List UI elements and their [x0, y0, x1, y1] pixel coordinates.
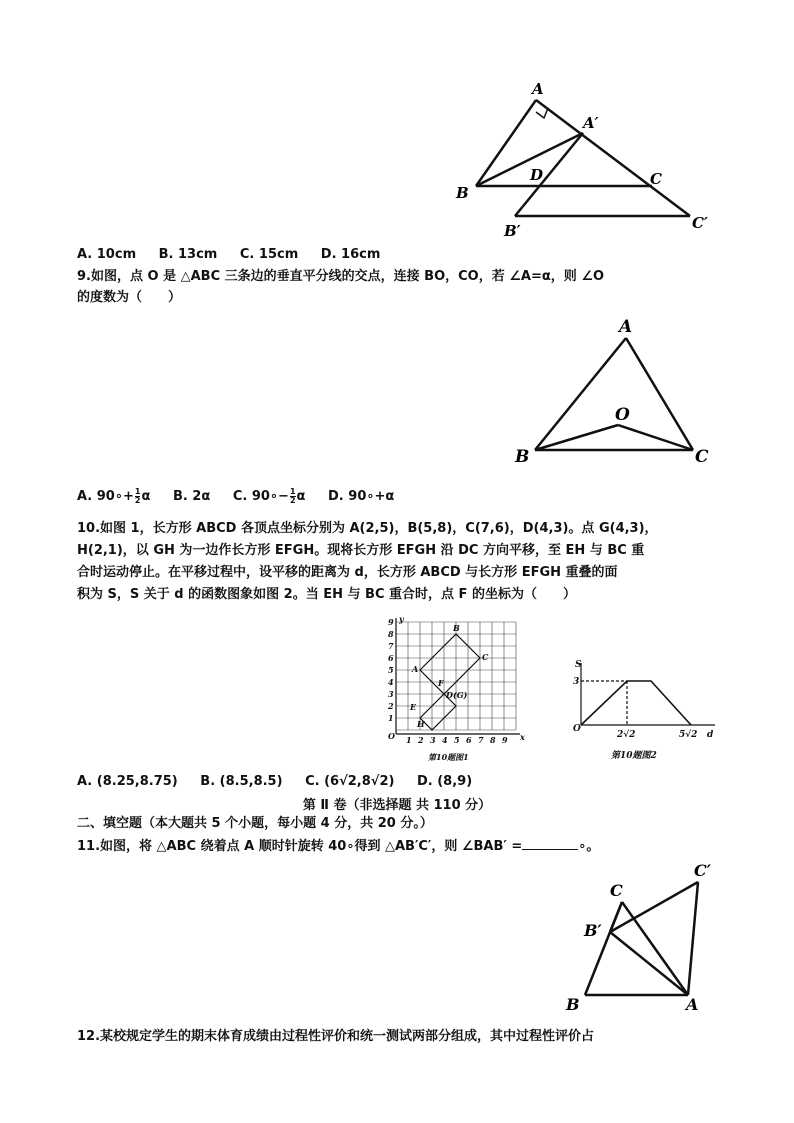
q10-fig1-caption: 第10题图1 [428, 752, 469, 762]
q10-xtick-7: 7 [478, 735, 484, 745]
q8-label-C: C [650, 170, 662, 188]
q9-option-b: B. 2α [172, 489, 211, 504]
q10-option-c: C. (6√2,8√2) [305, 774, 395, 789]
q10-xtick-3: 3 [430, 735, 436, 745]
q10-line-4: 积为 S，S 关于 d 的函数图象如图 2。当 EH 与 BC 重合时，点 F 的坐标为（ ） [77, 587, 576, 602]
q9-option-a: A. 90∘+ $\frac{1}{2}$ α [77, 487, 151, 505]
q8-option-d: D. 16cm [320, 247, 381, 262]
q11-label-A: A [686, 995, 699, 1014]
q10-options [77, 773, 490, 791]
q8-label-C-prime: C′ [692, 214, 708, 232]
q10-ytick-8: 8 [388, 629, 394, 639]
q10-ytick-4: 4 [388, 677, 394, 687]
q11-figure [560, 860, 730, 1025]
q9-line-2: 的度数为（ ） [77, 290, 182, 305]
q8-figure [440, 78, 730, 243]
q9-label-B: B [515, 447, 530, 467]
q10-line-3: 合时运动停止。在平移过程中，设平移的距离为 d，长方形 ABCD 与长方形 EFGH 重叠的面 [77, 565, 618, 580]
q10-line-1: 10.如图 1，长方形 ABCD 各顶点坐标分别为 A(2,5)，B(5,8)，C(7,6)，D(4,3)。点 G(4,3)， [77, 521, 658, 536]
q10-xtick-9: 9 [502, 735, 508, 745]
q10-s-label: S [575, 660, 582, 670]
q10-ytick-9: 9 [388, 617, 394, 627]
q9-option-c: C. 90∘− $\frac{1}{2}$ α [232, 487, 306, 505]
q8-options [77, 246, 398, 264]
q8-label-A: A [532, 80, 544, 98]
q10-ytick-5: 5 [388, 665, 394, 675]
q10-fig2-caption: 第10题图2 [611, 751, 657, 761]
q8-option-b: B. 13cm [158, 247, 218, 262]
q11-label-B-prime: B′ [584, 921, 602, 940]
q10-origin: O [388, 731, 395, 741]
part2-title: 第 Ⅱ 卷（非选择题 共 110 分） [302, 798, 492, 813]
q8-option-c: C. 15cm [239, 247, 299, 262]
q10-option-d: D. (8,9) [416, 774, 473, 789]
q9-option-c-half: $\frac{1}{2}$ [289, 487, 296, 505]
q11-text: 11.如图，将 △ABC 绕着点 A 顺时针旋转 40∘得到 △AB′C′，则 ∠BAB′ = ∘。 [77, 839, 600, 854]
q9-figure [505, 312, 730, 472]
q10-label-C: C [482, 652, 489, 662]
q10-ytick-2: 2 [388, 701, 394, 711]
q11-label-C: C [610, 881, 623, 900]
q10-label-B: B [453, 623, 460, 633]
q10-ytick-1: 1 [388, 713, 394, 723]
q10-d-label: d [707, 730, 714, 740]
q10-figure-2 [565, 655, 730, 765]
q8-label-B-prime: B′ [504, 222, 521, 240]
q10-xtick-6: 6 [466, 735, 472, 745]
q10-label-D: D(G) [446, 690, 468, 700]
q10-figure-1 [380, 612, 540, 767]
q10-y-label: y [399, 614, 404, 624]
q10-label-E: E [410, 702, 417, 712]
q11-answer-blank[interactable] [522, 837, 578, 850]
q9-option-a-half: $\frac{1}{2}$ [134, 487, 141, 505]
q10-x-label: x [520, 732, 525, 742]
q10-label-H: H [417, 719, 425, 729]
q10-xtick-2: 2 [418, 735, 424, 745]
q10-d-five-root2: 5√2 [679, 730, 698, 740]
q8-label-D: D [530, 166, 544, 184]
q10-ytick-6: 6 [388, 653, 394, 663]
q10-line-2: H(2,1)，以 GH 为一边作长方形 EFGH。现将长方形 EFGH 沿 DC 方向平移，至 EH 与 BC 重 [77, 543, 645, 558]
q10-option-a: A. (8.25,8.75) [77, 774, 178, 789]
q10-xtick-1: 1 [406, 735, 412, 745]
q8-label-B: B [456, 184, 469, 202]
q9-options [77, 488, 412, 506]
q12-line-1: 12.某校规定学生的期末体育成绩由过程性评价和统一测试两部分组成，其中过程性评价占 [77, 1029, 595, 1044]
q10-s-three: 3 [573, 677, 580, 687]
q11-label-B: B [566, 995, 580, 1014]
q8-label-A-prime: A′ [583, 114, 599, 132]
q8-option-a: A. 10cm [77, 247, 137, 262]
q9-label-A: A [619, 317, 633, 337]
q9-option-d: D. 90∘+α [328, 489, 395, 504]
q10-option-b: B. (8.5,8.5) [200, 774, 283, 789]
q9-line-1: 9.如图，点 O 是 △ABC 三条边的垂直平分线的交点，连接 BO，CO，若 ∠A=α，则 ∠O [77, 269, 605, 284]
q10-fig2-origin: O [573, 724, 581, 734]
q10-xtick-8: 8 [490, 735, 496, 745]
q10-label-A: A [412, 664, 419, 674]
q10-xtick-5: 5 [454, 735, 460, 745]
q11-label-C-prime: C′ [694, 861, 711, 880]
q10-xtick-4: 4 [442, 735, 448, 745]
q10-ytick-3: 3 [388, 689, 394, 699]
q10-d-two-root2: 2√2 [617, 730, 636, 740]
section-fill-in: 二、填空题（本大题共 5 个小题，每小题 4 分，共 20 分。） [77, 816, 433, 831]
q10-ytick-7: 7 [388, 641, 394, 651]
q10-label-F: F [438, 678, 444, 688]
q9-label-C: C [695, 447, 709, 467]
q9-label-O: O [615, 405, 630, 425]
